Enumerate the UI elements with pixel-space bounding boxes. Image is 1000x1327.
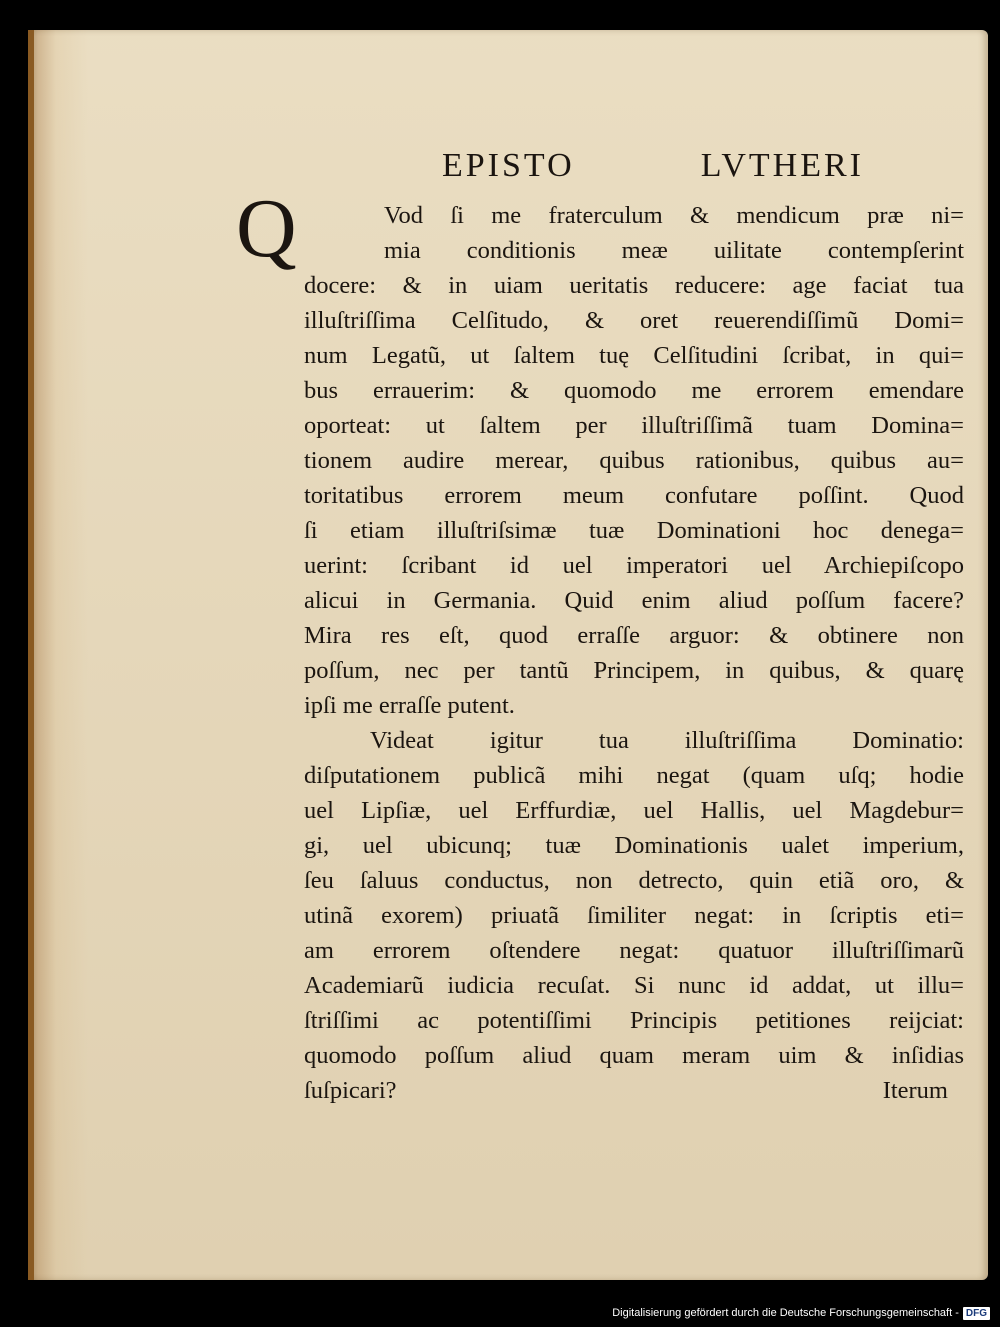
text-line: ipſi me erraſſe putent. bbox=[304, 692, 515, 719]
running-head bbox=[304, 142, 964, 190]
initial-letter: Q bbox=[236, 182, 297, 275]
text-line: Mira res eſt, quod erraſſe arguor: & obtinere non bbox=[304, 622, 964, 649]
text-line: Vod ſi me fraterculum & mendicum præ ni= bbox=[384, 202, 964, 229]
text-line: docere: & in uiam ueritatis reducere: age faciat tua bbox=[304, 272, 964, 299]
text-line: num Legatũ, ut ſaltem tuę Celſitudini ſcribat, in qui= bbox=[304, 342, 964, 369]
text-block bbox=[236, 142, 964, 1108]
last-line: ſuſpicari? bbox=[304, 1077, 397, 1104]
last-line-row bbox=[304, 1073, 964, 1108]
text-line: uerint: ſcribant id uel imperatori uel Archiepiſcopo bbox=[304, 552, 964, 579]
text-line: gi, uel ubicunq; tuæ Dominationis ualet imperium, bbox=[304, 832, 964, 859]
running-head-right: LVTHERI bbox=[700, 147, 864, 184]
text-line: ſeu ſaluus conductus, non detrecto, quin etiã oro, & bbox=[304, 867, 964, 894]
page-gutter-edge bbox=[28, 30, 34, 1280]
text-line: mia conditionis meæ uilitate contempſerint bbox=[384, 237, 964, 264]
text-line: Academiarũ iudicia recuſat. Si nunc id addat, ut illu= bbox=[304, 972, 964, 999]
text-line: tionem audire merear, quibus rationibus, quibus au= bbox=[304, 447, 964, 474]
text-line: uel Lipſiæ, uel Erffurdiæ, uel Hallis, uel Magdebur= bbox=[304, 797, 964, 824]
text-line: diſputationem publicã mihi negat (quam uſq; hodie bbox=[304, 762, 964, 789]
text-line: illuſtriſſima Celſitudo, & oret reuerendiſſimũ Domi= bbox=[304, 307, 964, 334]
text-line: bus errauerim: & quomodo me errorem emendare bbox=[304, 377, 964, 404]
text-line: poſſum, nec per tantũ Principem, in quibus, & quarę bbox=[304, 657, 964, 684]
dfg-logo-icon: DFG bbox=[963, 1307, 990, 1320]
text-line: quomodo poſſum aliud quam meram uim & inſidias bbox=[304, 1042, 964, 1069]
running-head-left: EPISTO bbox=[442, 147, 575, 184]
catchword: Iterum bbox=[882, 1077, 948, 1104]
text-line: toritatibus errorem meum confutare poſſint. Quod bbox=[304, 482, 964, 509]
text-line: ſtriſſimi ac potentiſſimi Principis petitiones reijciat: bbox=[304, 1007, 964, 1034]
book-page bbox=[28, 30, 988, 1280]
body-text bbox=[236, 182, 964, 1108]
text-line: am errorem oſtendere negat: quatuor illuſtriſſimarũ bbox=[304, 937, 964, 964]
text-line: utinã exorem) priuatã ſimiliter negat: in ſcriptis eti= bbox=[304, 902, 964, 929]
text-line: oporteat: ut ſaltem per illuſtriſſimã tuam Domina= bbox=[304, 412, 964, 439]
credit-bar bbox=[612, 1305, 990, 1321]
text-line: ſi etiam illuſtriſsimæ tuæ Dominationi hoc denega= bbox=[304, 517, 964, 544]
credit-text: Digitalisierung gefördert durch die Deutsche Forschungsgemeinschaft - bbox=[612, 1307, 959, 1319]
text-line: Videat igitur tua illuſtriſſima Dominatio: bbox=[370, 727, 964, 754]
text-line: alicui in Germania. Quid enim aliud poſſum facere? bbox=[304, 587, 964, 614]
